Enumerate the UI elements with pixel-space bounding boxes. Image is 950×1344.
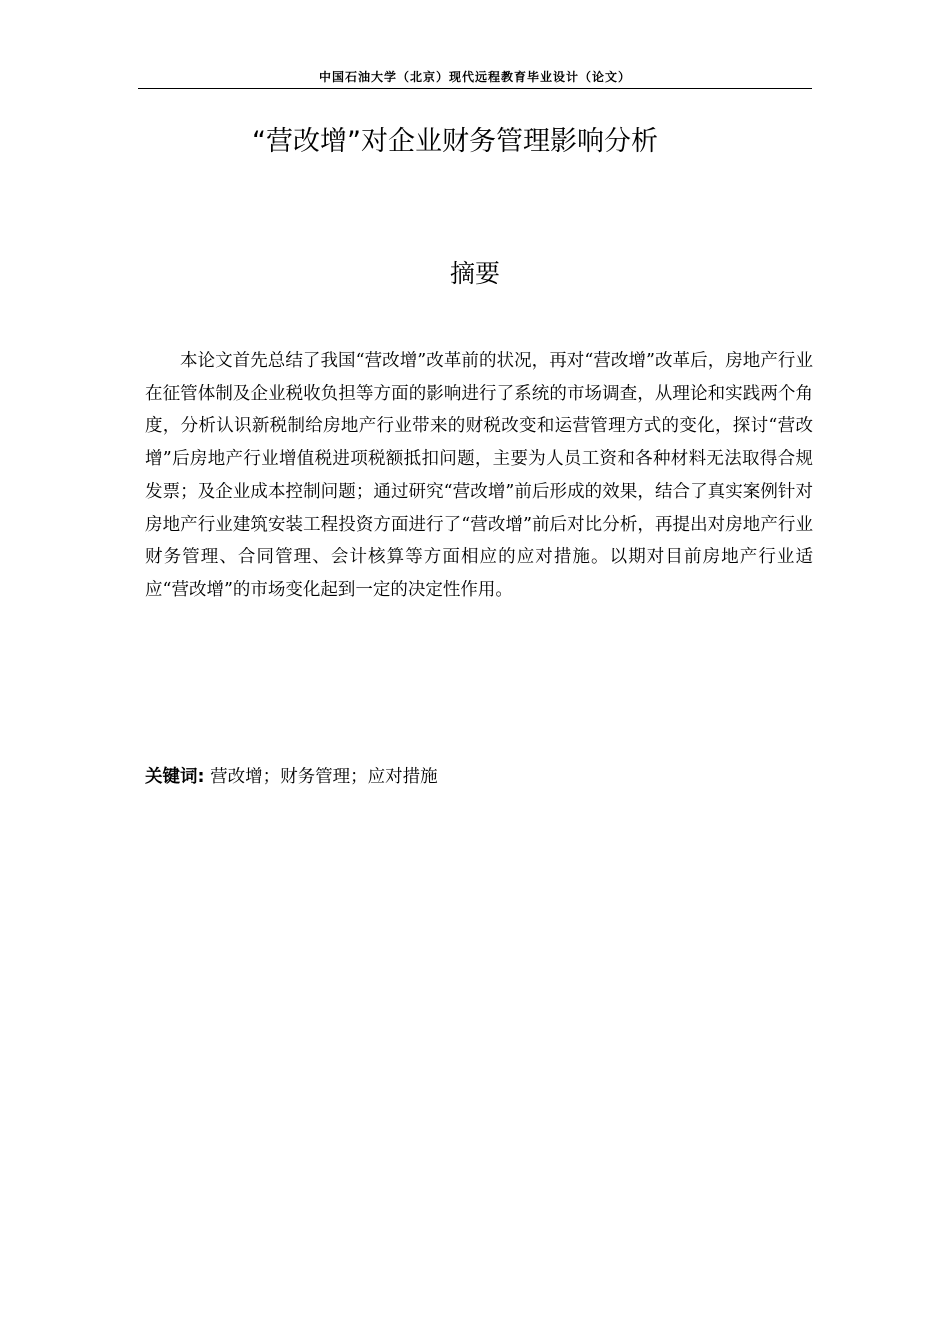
keywords-line: [145, 762, 813, 792]
keywords-items: 营改增；财务管理；应对措施: [210, 767, 438, 787]
thesis-title: “营改增”对企业财务管理影响分析: [252, 126, 658, 157]
running-header-title: 中国石油大学（北京）现代远程教育毕业设计（论文）: [318, 70, 631, 84]
abstract-heading: 摘要: [449, 259, 500, 288]
abstract-body: 本论文首先总结了我国“营改增”改革前的状况，再对“营改增”改革后，房地产行业在征管体制及企业税收负担等方面的影响进行了系统的市场调查，从理论和实践两个角度，分析认识新税制给房地产行业带来的财税改变和运营管理方式的变化，探讨“营改增”后房地产行业增值税进项税额抵扣问题，主要为人员工资和各种材料无法取得合规发票；及企业成本控制问题；通过研究“营改增”前后形成的效果，结合了真实案例针对房地产行业建筑安装工程投资方面进行了“营改增”前后对比分析，再提出对房地产行业财务管理、合同管理、会计核算等方面相应的应对措施。以期对目前房地产行业适应“营改增”的市场变化起到一定的决定性作用。: [145, 351, 813, 600]
page-header: [138, 66, 812, 89]
keywords-label: 关键词:: [145, 767, 205, 787]
